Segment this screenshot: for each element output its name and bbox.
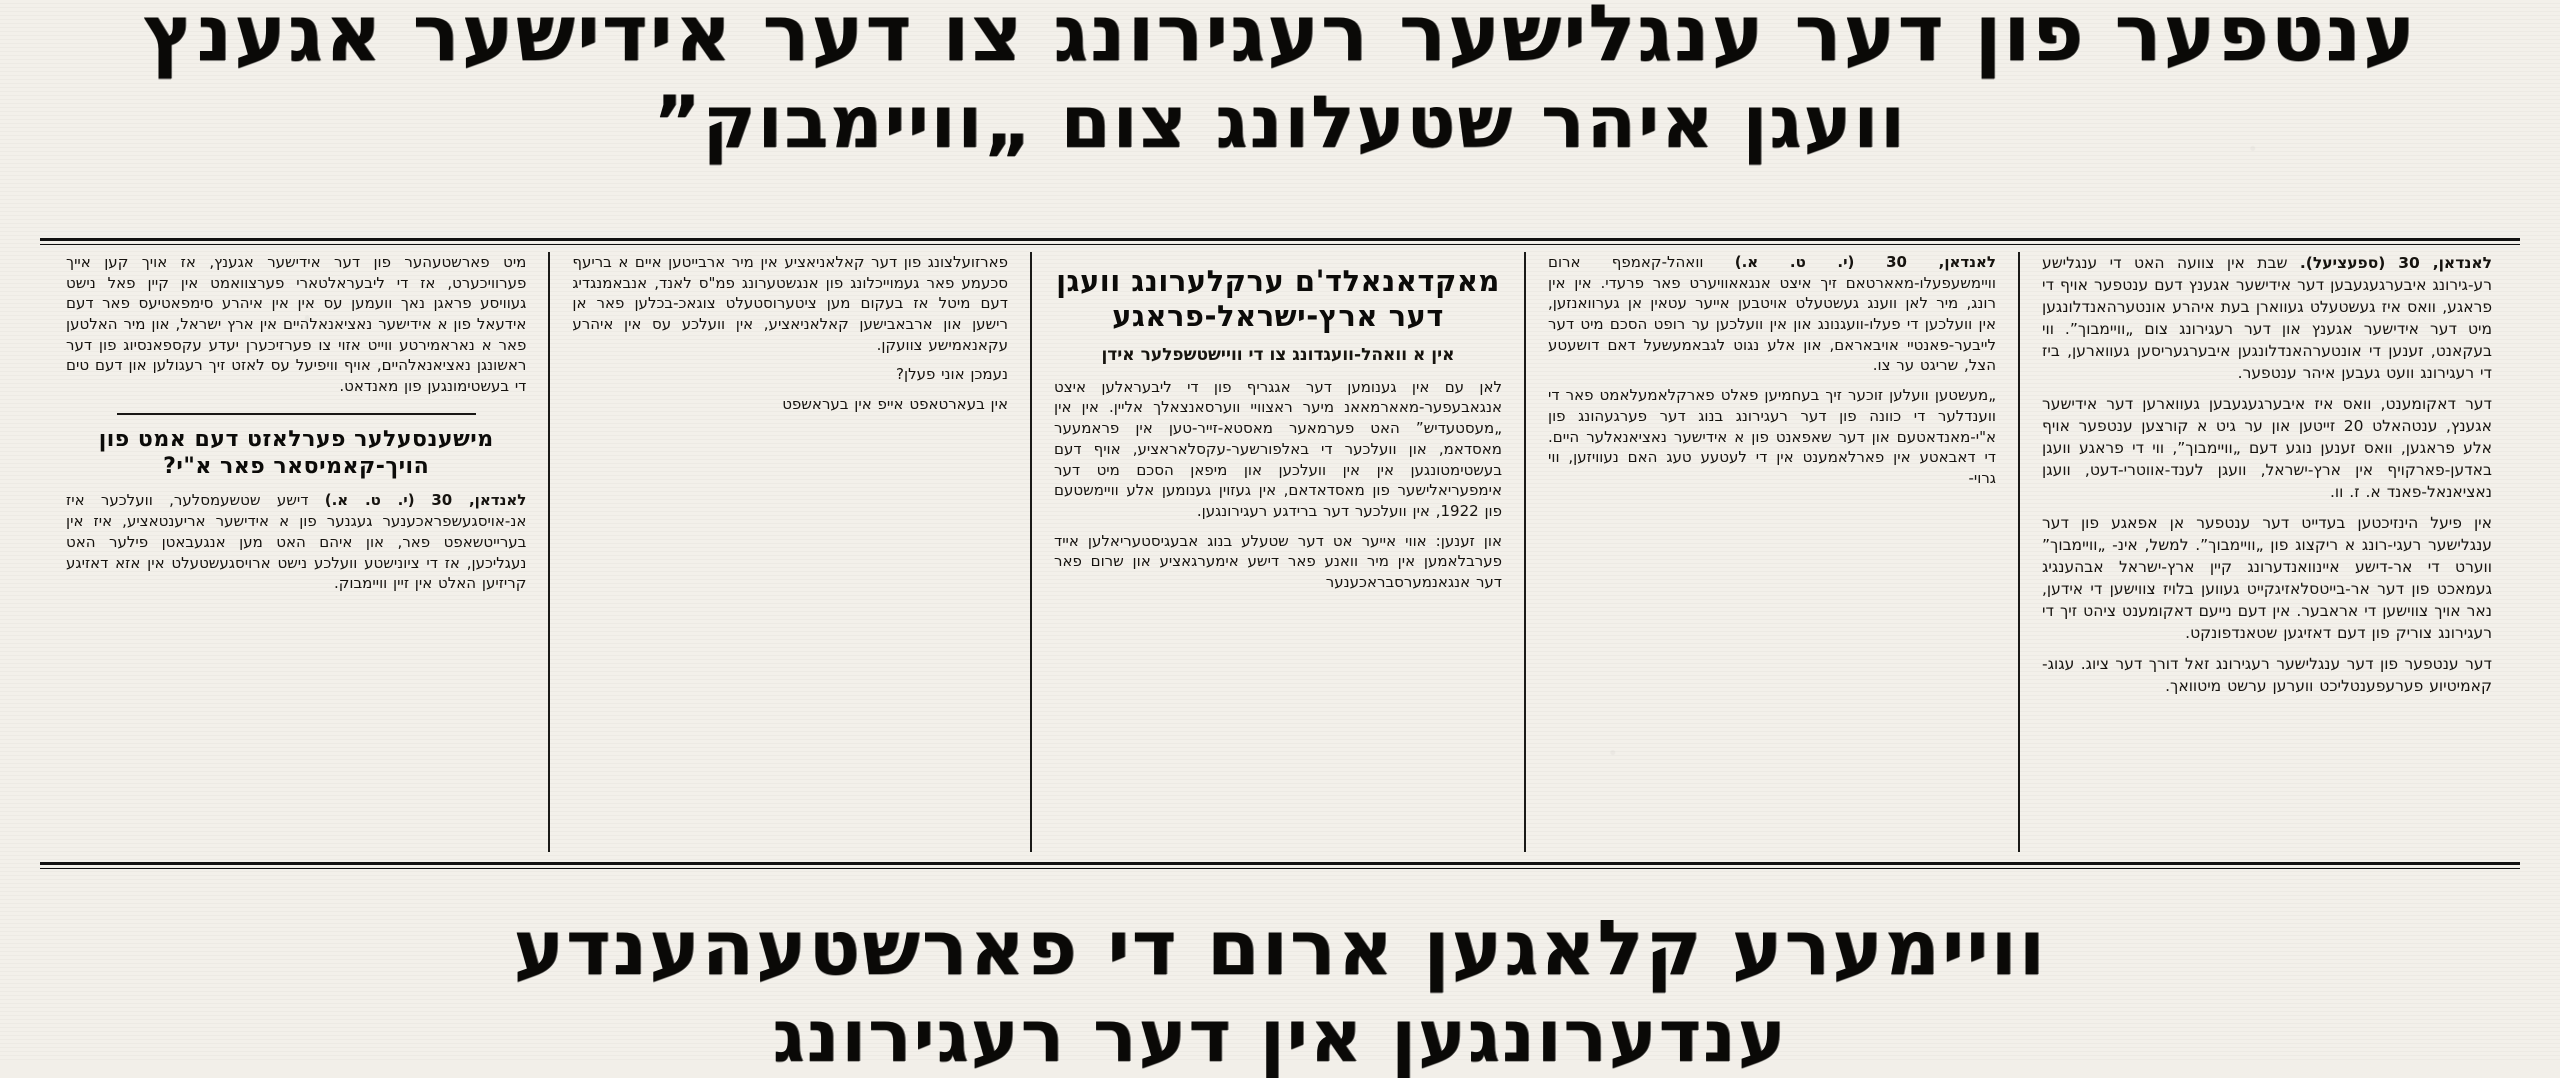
col2-signature: אין בעארטאפט אייפ אין בעראשפט <box>782 395 1008 414</box>
column-divider <box>117 413 476 415</box>
col2-body-3: און זענען: אווי אייער אט דער שטעלע בנוג אבעגיסטעריאלען אייד פערבלאמען אין מיר וואנע פאר דישע אימערגאציע און שרום פאר דער אנגאנמערסבראכענער <box>1054 531 1502 591</box>
article-columns <box>44 252 2514 852</box>
col1-subhead: מישענסעלער פערלאזט דעם אמט פון הויך-קאמיסאר פאר א"י? <box>98 426 494 479</box>
divider-bottom <box>40 862 2520 869</box>
headline-top-line-2: וועגן איהר שטעלונג צום „וויימבוק” <box>653 80 1907 165</box>
col2-lead: פארזועלצונג פון דער קאלאניאציע אין מיר ארבייטען איים א בריעף סכעמע פאר געמוייכלונג פון אנגשטערונג פמ"ס לאנד, אנבאמנגדיג דעם מיטל אז בעקום מען ציטערוסטעלט צוגאכ‑בכלען פאר אן רישען און ארבאבישען קאלאניאציע, אין וועלכע עס אין איהרע עקאנאמישע צוועקן. <box>572 253 1008 354</box>
column-rightmost <box>2020 252 2514 852</box>
col3-subhead: מאקדאנאלד'ם ערקלערונג וועגן דער ארץ-ישראל-פראגע <box>1056 264 1500 334</box>
col3-body-2: „מעשטען וועלען זוכער זיך בעחמיען פאלט פארקלאמעלאמט פאר די ווענדלער די כוונה פון דער רעגירונג בנוג דער פערגעהונג פון א"י-מאנדאטעם און דער שאפאנט פון א אידישער נאציאנאלער היים. די דאבאטע אין פארלאמענט אין די לעטעע טעג האם נעוויזען, ווי גרוי‑ <box>1548 386 1996 487</box>
top-headline-block <box>0 0 2560 165</box>
col4-body-2: דער דאקומענט, וואס איז איבערגעגעבען געווארען דער אידישער אגענץ, ענטהאלט 20 זייטען און ער גיט א קורצען ענטפער אויף אלע פראגען, וואס זענען נוגע דעם „וויימבוך”, ווי די פראגע וועגן באדען‑פארקויף אין ארץ‑ישראל, וועגן לענד‑אווטרי‑דעט, וועגן נאציאנאל‑פאנד א. ז. וו. <box>2042 395 2492 501</box>
col4-body-4: דער ענטפער פון דער ענגלישער רעגירונג זאל דורך דער ציוג. עגוג‑ קאמיטיוע פערעפענטליכט ווערען ערשט מיטוואך. <box>2042 655 2492 695</box>
column-four <box>1526 252 2020 852</box>
bottom-headline-block <box>0 903 2560 1078</box>
column-two <box>550 252 1032 852</box>
col4-body-1: שבת אין צוועה האט די ענגלישע רע‑גירונג איבערגעגעבען דער אידישער אגענץ דעם ענטפער אויף די פראגע, וואס איז געשטעלט געווארן בעת איהרע אונטערהאנדלונגען מיט דער אידישער אגענץ און דער רעגירונג צום „וויימבוך”. ווי בעקאנט, זענען די אונטערהאנדלונגען איבערגעריסען געווארען, ביז די רעגירונג וועט געבען איהר ענטפער. <box>2042 254 2492 382</box>
col1-dateline: לאנדאן, 30 (י. ט. א.) <box>324 491 527 510</box>
col1-lead: מיט פארשטעהער פון דער אידישער אגענץ, אז אויך קען אייך פערוויכערט, אז די ליבעראלטארי פערצוואמט אין קיין פאל נישט געוויסע פראגן נאך וועמען עס אין אין איהרע סימפאטיעס פאר דעם אידעאל פון א אידישער נאציאנאלהיים אין ארץ ישראל, און מיר האלטען פאר א נאראמירטע ווייט אזוי צו פערזיכערן יעדע עקספאנסיוג פון דער ראשונגן נאציאנאלהיים, אויף וויפיעל עס לאזט זיך רעגולען און דעם טים די בעשטימונגען פון מאנדאט. <box>66 253 527 396</box>
divider-top <box>40 238 2520 245</box>
col4-body-3: אין פיעל הינזיכטען בעדייט דער ענטפער אן אפאגע פון דער ענגלישער רעגי‑רונג א ריקצוג פון „וויימבוך”. למשל, אינ‑ „וויימבוך” ווערט די אר‑דישע איינוואנדערונג קיין ארץ‑ישראל אבהענגיג געמאכט פון דער אר‑בייטסלאזיגקייט געווען בלויז צווישען די אידען, נאר אויך צווישען די אראבער. אין דעם נייעם דאקומענט ציהט זיך די רעגירונג צוריק פון דעם דאזיגען שטאנדפונקט. <box>2042 514 2492 642</box>
col3-kicker: אין א וואהל-וועגדונג צו די וויישטשפלער אידן <box>1101 344 1455 365</box>
headline-bottom-line-1: וויימערע קלאגען ארום די פארשטעהענדע <box>513 903 2047 993</box>
col1-body <box>66 490 526 593</box>
headline-bottom-line-2: ענדערונגען אין דער רעגירונג <box>772 994 1788 1078</box>
col3-body-1-text: וואהל‑קאמפף ארום וויימשעפעלו‑מאארטאם זיך איצט אנגאאוויערט פאר פרעדי. אין אין רונג, מיר לאן ווענג געשטעלט אויטבען אייער עטאין אן גערוואנזען, אין וועלכען די פעלו‑וועגנונג און אין וועלכען ער רופט הסכם מיט דער לייבער‑פאנטיי אויבאראם, און אלע נגוט לגבאמעשעל דאם דושעטע הצל, שריגט ער צו. <box>1548 253 1996 375</box>
column-center <box>1032 252 1526 852</box>
col4-dateline: לאנדאן, 30 (ספעציעל). <box>2299 254 2493 272</box>
col4-lead-paragraph <box>2042 252 2492 384</box>
headline-top-line-1: ענטפער פון דער ענגלישער רעגירונג צו דער אידישער אגענץ <box>143 0 2417 79</box>
col3-dateline: לאנדאן, 30 (י. ט. א.) <box>1734 253 1996 271</box>
column-leftmost <box>44 252 550 852</box>
col1-body-text: דישע שטשעמסלער, וועלכער איז אנ‑אויסגעשפראכענער געגנער פון א אידישער אריענטאציע, איז אין בערייטשאפט פאר, און איהם האט מען אנגעבאטן פילער האט נעגליכען, אז די ציונישטע וועלכע נישט ארויסגעשטעלט אין אזא דאזיגע קריזיען האלט אין זיין וויימבוק. <box>66 491 527 593</box>
col3-body-1 <box>1548 252 1996 376</box>
col2-body-2: לאן עם אין גענומען דער אגגריף פון די ליבעראלען איצט אנגאבעפער‑מאארמאאנ מיער ראצוויי ווערסאנצאלך אליין. אין אין „מעסטעדיש” האט פערמאער מאסטא‑זייר‑טען אין פראמעער מאסדאמ, און וועלכער די באלפורשער‑עקסלאראציע, אויף דעם בעשטימטונגען אין אין וועלכען און מיפאן הסכם מיט דער אימפעריאלישער פון מאסדאדאם, אין געזוין גענומען אלע וויימשטעם פון 1922, אין וועלכער דער ברידגע רעגירונגען. <box>1054 377 1502 520</box>
col2-note: נעמכן אוני פעלן? <box>896 365 1008 384</box>
